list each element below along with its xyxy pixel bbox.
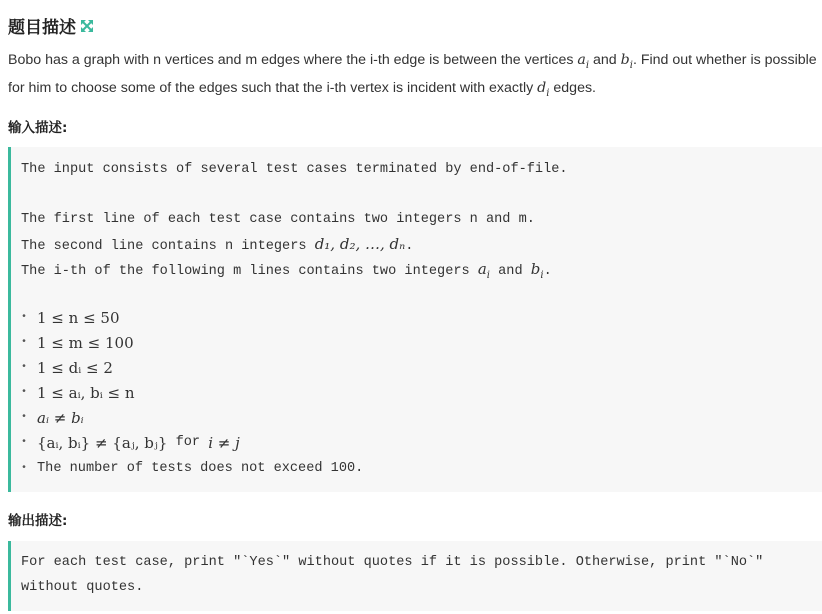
bullet-icon: •: [21, 463, 28, 474]
desc-text: edges.: [549, 79, 596, 96]
input-line: The first line of each test case contains two integers n and m.: [21, 212, 535, 227]
constraint-item: • aᵢ ≠ bᵢ: [21, 409, 84, 427]
bullet-icon: •: [21, 312, 28, 323]
math-b-i: $b_i$: [620, 52, 633, 71]
heading-title: 题目描述: [8, 18, 76, 38]
math-b-i: $b_i$: [530, 260, 544, 281]
constraint-item: • 1 ≤ aᵢ, bᵢ ≤ n: [21, 384, 135, 402]
input-line: The second line contains n integers d₁, d₂, …, dₙ.: [21, 235, 414, 254]
constraint-item: • 1 ≤ m ≤ 100: [21, 334, 134, 352]
constraint-item: • 1 ≤ n ≤ 50: [21, 309, 120, 327]
bullet-icon: •: [21, 362, 28, 373]
math-a-i: $a_i$: [577, 52, 590, 71]
input-line: The i-th of the following m lines contains two integers $a_i$ and $b_i$.: [21, 260, 552, 281]
bullet-icon: •: [21, 437, 28, 448]
bullet-icon: •: [21, 387, 28, 398]
problem-description: [8, 49, 818, 105]
output-line: without quotes.: [21, 580, 144, 595]
desc-text: Bobo has a graph with n vertices and m edges where the i-th edge is between the vertices: [8, 52, 578, 68]
math-a-i: $a_i$: [477, 260, 490, 281]
problem-description-heading: [8, 13, 94, 38]
output-description-block: [8, 541, 822, 611]
constraint-item: • 1 ≤ dᵢ ≤ 2: [21, 359, 113, 377]
bullet-icon: •: [21, 337, 28, 348]
input-line: The input consists of several test cases terminated by end-of-file.: [21, 162, 568, 177]
expand-arrows-icon[interactable]: [80, 19, 94, 33]
desc-text: and: [589, 52, 621, 68]
input-description-title: 输入描述:: [8, 120, 68, 136]
output-line: For each test case, print "`Yes`" without quotes if it is possible. Otherwise, print "`No`": [21, 555, 764, 570]
constraint-item: • The number of tests does not exceed 100.: [21, 461, 364, 476]
math-d-sequence: d₁, d₂, …, dₙ: [314, 235, 406, 253]
bullet-icon: •: [21, 412, 28, 423]
constraint-item: • {aᵢ, bᵢ} ≠ {aⱼ, bⱼ} for i ≠ j: [21, 434, 240, 452]
output-description-title: 输出描述:: [8, 513, 68, 529]
input-description-block: [8, 147, 822, 492]
desc-text: . Find out whether is possible for him to choose some of the edges such that the i-th vertex is incident with exactly: [8, 52, 817, 96]
math-d-i: $d_i$: [537, 79, 550, 99]
